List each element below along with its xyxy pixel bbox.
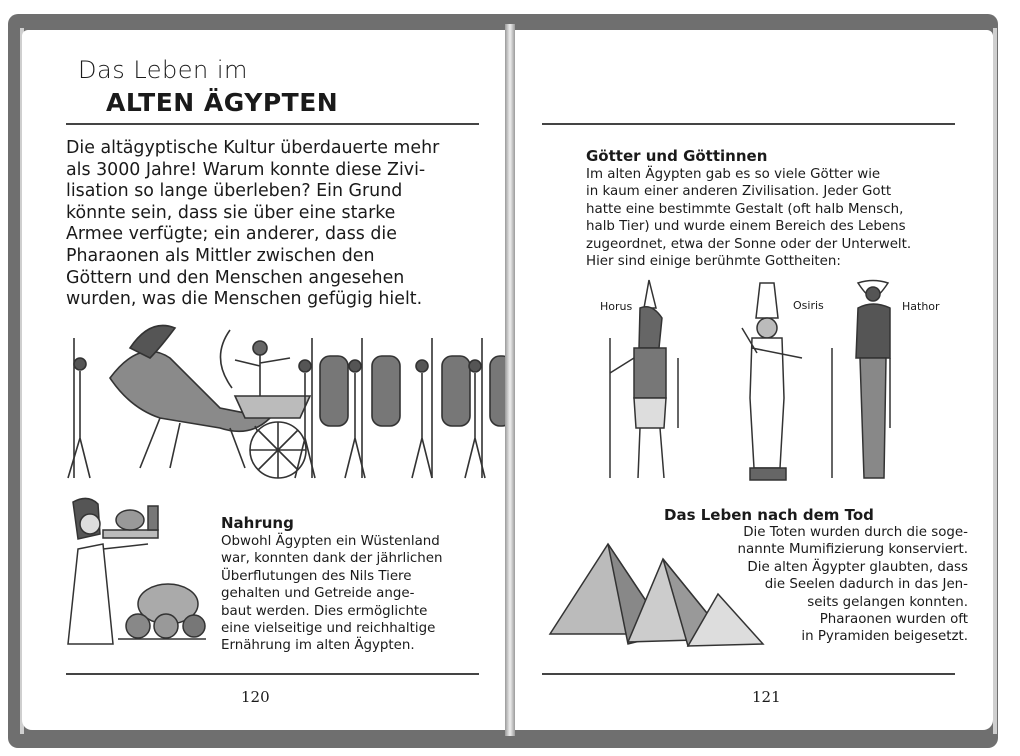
god-label-hathor: Hathor bbox=[902, 300, 940, 313]
page-number-right: 121 bbox=[752, 688, 781, 706]
food-text: Obwohl Ägypten ein Wüstenland war, konnten dank der jährlichen Überflutungen des Nils Tiere gehalten und Getreide ange- baut werden. Dies ermöglichte eine vielseitige und reichhaltige Ernährung im alten Ägypten. bbox=[221, 534, 443, 654]
gods-text: Im alten Ägypten gab es so viele Götter wie in kaum einer anderen Zivilisation. Jeder Gott hatte eine bestimmte Gestalt (oft halb Mensch, halb Tier) und wurde einem Bereich des Lebens zugeordnet, etwa der Sonne oder der Unterwelt. Hier sind einige berühmte Gottheiten: bbox=[586, 167, 912, 270]
food-illustration bbox=[58, 494, 208, 656]
left-bottom-rule bbox=[66, 673, 479, 675]
title-line-2: ALTEN ÄGYPTEN bbox=[106, 88, 339, 117]
left-top-rule bbox=[66, 123, 479, 125]
page-number-left: 120 bbox=[241, 688, 270, 706]
right-top-rule bbox=[542, 123, 955, 125]
page-edge-right bbox=[993, 28, 997, 734]
title-line-1: Das Leben im bbox=[78, 56, 248, 84]
osiris-figure bbox=[722, 278, 812, 488]
pyramids-illustration bbox=[548, 534, 768, 654]
gods-heading: Götter und Göttinnen bbox=[586, 147, 768, 165]
food-heading: Nahrung bbox=[221, 514, 294, 532]
god-label-horus: Horus bbox=[600, 300, 633, 313]
book-spine bbox=[505, 24, 515, 736]
god-label-osiris: Osiris bbox=[793, 299, 824, 312]
right-bottom-rule bbox=[542, 673, 955, 675]
hathor-figure bbox=[828, 278, 918, 488]
afterlife-heading: Das Leben nach dem Tod bbox=[664, 506, 874, 524]
army-illustration bbox=[50, 318, 512, 488]
afterlife-text: Die Toten wurden durch die soge- nannte Mumifizierung konserviert. Die alten Ägypter glaubten, dass die Seelen dadurch in das Jen- seits gelangen konnten. Pharaonen wurden oft in Pyramiden beigesetzt. bbox=[737, 525, 968, 645]
horus-figure bbox=[604, 278, 694, 488]
intro-text: Die altägyptische Kultur überdauerte mehr als 3000 Jahre! Warum konnte diese Zivi- lisation so lange überleben? Ein Grund könnte sein, dass sie über eine starke Armee verfügte; ein anderer, dass die Pharaonen als Mittler zwischen den Göttern und den Menschen angesehen wurden, was die Menschen gefügig hielt. bbox=[66, 138, 440, 310]
